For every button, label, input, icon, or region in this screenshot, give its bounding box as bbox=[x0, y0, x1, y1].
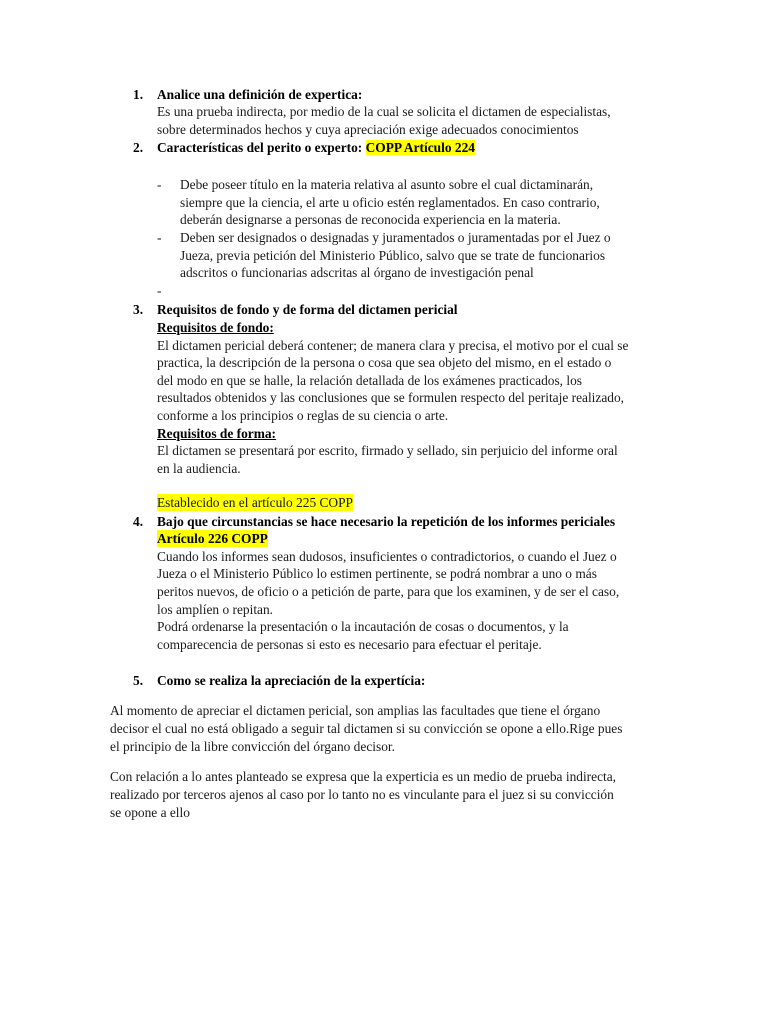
item-3-number: 3. bbox=[133, 302, 144, 317]
empty-bullet-dash: - bbox=[157, 283, 162, 298]
fondo-line: practica, la descripción de la persona o cosa que sea objeto del mismo, en el estado o bbox=[157, 355, 612, 370]
item-4-number: 4. bbox=[133, 514, 144, 529]
item-3-highlight: Establecido en el artículo 225 COPP bbox=[157, 495, 353, 510]
item-4-line: comparecencia de personas si esto es necesario para efectuar el peritaje. bbox=[157, 637, 542, 652]
item-4-line: Cuando los informes sean dudosos, insuficientes o contradictorios, o cuando el Juez o bbox=[157, 549, 617, 564]
item-4-heading: Bajo que circunstancias se hace necesario la repetición de los informes periciales bbox=[157, 514, 616, 529]
item-1-heading: Analice una definición de expertica: bbox=[157, 87, 363, 102]
item-2-highlight: COPP Artículo 224 bbox=[365, 140, 475, 155]
item-4-line: Jueza o el Ministerio Público lo estimen pertinente, se podrá nombrar a uno o más bbox=[157, 566, 597, 581]
fondo-line: resultados obtenidos y las conclusiones que se formulen respecto del peritaje realizado, bbox=[157, 390, 625, 405]
fondo-line: conforme a los principios o reglas de su ciencia o arte. bbox=[157, 408, 449, 423]
item-1-number: 1. bbox=[133, 87, 144, 102]
item-1-line: Es una prueba indirecta, por medio de la cual se solicita el dictamen de especialistas, bbox=[157, 104, 611, 119]
paragraph-line: se opone a ello bbox=[110, 805, 190, 820]
item-4-highlight: Artículo 226 COPP bbox=[157, 531, 268, 546]
item-4-line: Podrá ordenarse la presentación o la incautación de cosas o documentos, y la bbox=[157, 619, 569, 634]
paragraph-line: Al momento de apreciar el dictamen pericial, son amplias las facultades que tiene el órgano bbox=[110, 703, 601, 718]
item-4-line: los amplíen o repitan. bbox=[157, 602, 274, 617]
bullet-dash: - bbox=[157, 177, 162, 192]
forma-line: El dictamen se presentará por escrito, firmado y sellado, sin perjuicio del informe oral bbox=[157, 443, 618, 458]
item-5-number: 5. bbox=[133, 673, 144, 688]
forma-label: Requisitos de forma: bbox=[157, 426, 277, 441]
bullet-line: Debe poseer título en la materia relativa al asunto sobre el cual dictaminarán, bbox=[180, 177, 594, 192]
fondo-line: El dictamen pericial deberá contener; de manera clara y precisa, el motivo por el cual se bbox=[157, 338, 629, 353]
bullet-line: adscritos o funcionarias adscritas al órgano de investigación penal bbox=[180, 265, 534, 280]
fondo-line: del modo en que se halle, la relación detallada de los exámenes practicados, los bbox=[157, 373, 582, 388]
paragraph-line: decisor el cual no está obligado a seguir tal dictamen si su convicción se opone a ello.Rige pues bbox=[110, 721, 623, 736]
fondo-label: Requisitos de fondo: bbox=[157, 320, 274, 335]
item-2-heading-text: Características del perito o experto: bbox=[157, 140, 363, 155]
bullet-dash: - bbox=[157, 230, 162, 245]
item-3-heading: Requisitos de fondo y de forma del dictamen pericial bbox=[157, 302, 458, 317]
bullet-line: Deben ser designados o designadas y juramentados o juramentadas por el Juez o bbox=[180, 230, 611, 245]
item-4-line: peritos nuevos, de oficio o a petición de parte, para que los examinen, y de ser el caso, bbox=[157, 584, 620, 599]
paragraph-line: el principio de la libre convicción del órgano decisor. bbox=[110, 739, 395, 754]
item-1-line: sobre determinados hechos y cuya apreciación exige adecuados conocimientos bbox=[157, 122, 579, 137]
item-5-heading: Como se realiza la apreciación de la expertícia: bbox=[157, 673, 426, 688]
forma-line: en la audiencia. bbox=[157, 461, 241, 476]
paragraph-line: realizado por terceros ajenos al caso por lo tanto no es vinculante para el juez si su convicción bbox=[110, 787, 614, 802]
bullet-line: deberán designarse a personas de reconocida experiencia en la materia. bbox=[180, 212, 561, 227]
bullet-line: siempre que la ciencia, el arte u oficio estén reglamentados. En caso contrario, bbox=[180, 195, 600, 210]
paragraph-line: Con relación a lo antes planteado se expresa que la experticia es un medio de prueba indirecta, bbox=[110, 769, 617, 784]
item-2-heading bbox=[157, 139, 475, 156]
item-2-number: 2. bbox=[133, 140, 144, 155]
bullet-line: Jueza, previa petición del Ministerio Público, salvo que se trate de funcionarios bbox=[180, 248, 606, 263]
